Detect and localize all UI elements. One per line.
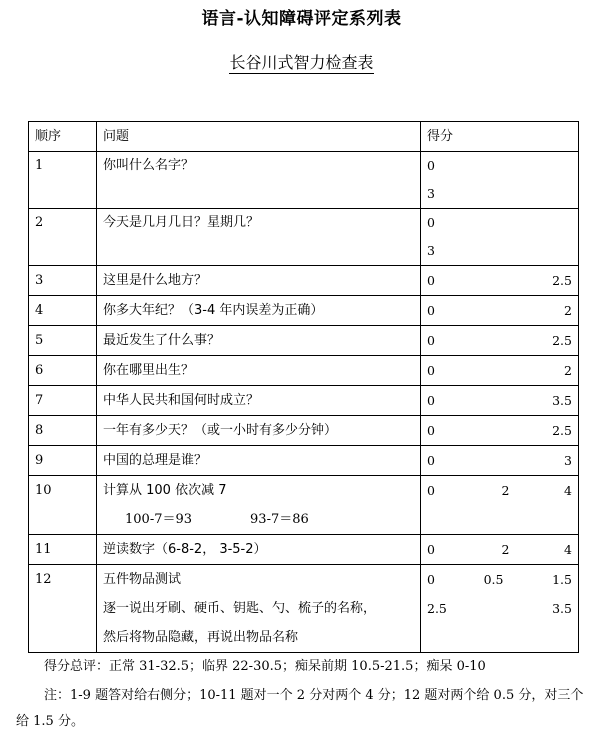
row-question: 五件物品测试 逐一说出牙刷、硬币、钥匙、勺、梳子的名称， 然后将物品隐藏，再说出物品名称 bbox=[97, 565, 421, 653]
row-question: 逆读数字（6-8-2， 3-5-2） bbox=[97, 535, 421, 565]
score-value: 0 bbox=[427, 393, 435, 408]
row-number: 6 bbox=[29, 356, 97, 386]
table-row bbox=[29, 416, 579, 446]
score-value: 0 bbox=[427, 572, 435, 587]
scoring-note: 注：1-9 题答对给右侧分；10-11 题对一个 2 分对两个 4 分；12 题对两个给 0.5 分，对三个给 1.5 分。 bbox=[16, 688, 584, 729]
subtitle-text: 长谷川式智力检查表 bbox=[229, 53, 374, 72]
table-header-row bbox=[29, 122, 579, 152]
row-question: 你多大年纪？（3-4 年内误差为正确） bbox=[97, 296, 421, 326]
row-question: 这里是什么地方？ bbox=[97, 266, 421, 296]
calc-step-2: 93-7＝86 bbox=[250, 512, 309, 527]
table-row bbox=[29, 446, 579, 476]
row-scores bbox=[421, 386, 579, 416]
table-row bbox=[29, 535, 579, 565]
row-number: 5 bbox=[29, 326, 97, 356]
score-value: 3.5 bbox=[552, 393, 572, 408]
document-title: 语言-认知障碍评定系列表 bbox=[201, 9, 402, 29]
row-scores bbox=[421, 446, 579, 476]
score-value: 0 bbox=[427, 363, 435, 378]
score-value: 2 bbox=[564, 303, 572, 318]
score-value: 0 bbox=[427, 303, 435, 318]
table-row bbox=[29, 326, 579, 356]
row-scores bbox=[421, 356, 579, 386]
row-question: 你在哪里出生？ bbox=[97, 356, 421, 386]
assessment-table bbox=[28, 121, 579, 653]
score-value: 4 bbox=[564, 542, 572, 557]
score-value: 0 bbox=[427, 158, 435, 173]
row-scores bbox=[421, 326, 579, 356]
table-row bbox=[29, 152, 579, 209]
row-number: 7 bbox=[29, 386, 97, 416]
score-value: 2.5 bbox=[427, 601, 447, 616]
row-scores bbox=[421, 565, 579, 653]
row-number: 10 bbox=[29, 476, 97, 535]
score-value: 0 bbox=[427, 483, 435, 498]
header-cell-score: 得分 bbox=[421, 122, 579, 152]
row-number: 3 bbox=[29, 266, 97, 296]
row-question: 中国的总理是谁？ bbox=[97, 446, 421, 476]
row-number: 4 bbox=[29, 296, 97, 326]
row-scores bbox=[421, 209, 579, 266]
score-value: 3 bbox=[427, 186, 435, 201]
calc-step-1: 100-7＝93 bbox=[125, 512, 193, 527]
score-value: 0 bbox=[427, 542, 435, 557]
row-number: 1 bbox=[29, 152, 97, 209]
score-value: 2.5 bbox=[552, 333, 572, 348]
table-row bbox=[29, 356, 579, 386]
row-scores bbox=[421, 476, 579, 535]
row-number: 9 bbox=[29, 446, 97, 476]
header-cell-order: 顺序 bbox=[29, 122, 97, 152]
score-value: 2 bbox=[501, 483, 510, 498]
score-value: 3 bbox=[427, 243, 435, 258]
row-scores bbox=[421, 416, 579, 446]
score-value: 2.5 bbox=[552, 423, 572, 438]
score-value: 0 bbox=[427, 453, 435, 468]
header-cell-question: 问题 bbox=[97, 122, 421, 152]
row-number: 2 bbox=[29, 209, 97, 266]
row-question: 中华人民共和国何时成立？ bbox=[97, 386, 421, 416]
table-row bbox=[29, 296, 579, 326]
table-row bbox=[29, 266, 579, 296]
score-value: 1.5 bbox=[552, 572, 572, 587]
table-row bbox=[29, 565, 579, 653]
row-scores bbox=[421, 535, 579, 565]
score-value: 0 bbox=[427, 273, 435, 288]
score-value: 3.5 bbox=[552, 601, 572, 616]
score-value: 2 bbox=[501, 542, 510, 557]
row-question: 一年有多少天？（或一小时有多少分钟） bbox=[97, 416, 421, 446]
table-row bbox=[29, 476, 579, 535]
score-value: 0.5 bbox=[483, 572, 504, 587]
row-scores bbox=[421, 266, 579, 296]
score-summary: 得分总评：正常 31-32.5；临界 22-30.5；痴呆前期 10.5-21.5；痴呆 0-10 bbox=[44, 659, 486, 674]
row-question: 你叫什么名字？ bbox=[97, 152, 421, 209]
table-row bbox=[29, 209, 579, 266]
row-number: 8 bbox=[29, 416, 97, 446]
row-number: 12 bbox=[29, 565, 97, 653]
row-number: 11 bbox=[29, 535, 97, 565]
row-question: 计算从 100 依次减 7 100-7＝93 93-7＝86 bbox=[97, 476, 421, 535]
row-scores bbox=[421, 152, 579, 209]
score-value: 4 bbox=[564, 483, 572, 498]
score-value: 2.5 bbox=[552, 273, 572, 288]
row-scores bbox=[421, 296, 579, 326]
table-row bbox=[29, 386, 579, 416]
score-value: 0 bbox=[427, 333, 435, 348]
table-subtitle bbox=[0, 50, 603, 73]
row-question: 最近发生了什么事？ bbox=[97, 326, 421, 356]
row-question: 今天是几月几日？星期几？ bbox=[97, 209, 421, 266]
score-value: 0 bbox=[427, 423, 435, 438]
score-value: 0 bbox=[427, 215, 435, 230]
score-value: 2 bbox=[564, 363, 572, 378]
score-value: 3 bbox=[564, 453, 572, 468]
